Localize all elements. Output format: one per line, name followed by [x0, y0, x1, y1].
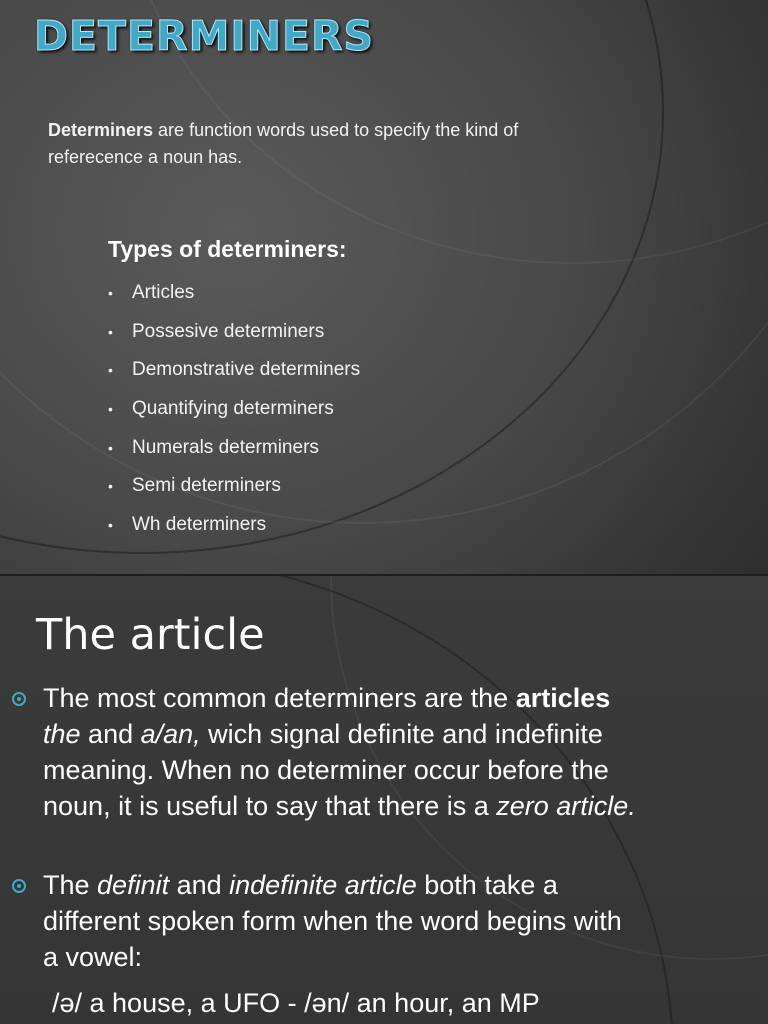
- list-item: • Articles: [108, 280, 360, 319]
- list-item: • Semi determiners: [108, 473, 360, 512]
- types-list: [108, 280, 360, 551]
- types-heading: Types of determiners:: [108, 236, 347, 262]
- bullet-dot-icon: •: [108, 285, 113, 301]
- list-item: • Demonstrative determiners: [108, 357, 360, 396]
- list-item: • Wh determiners: [108, 512, 360, 551]
- bullet-dot-icon: •: [108, 478, 113, 495]
- slide-title: DETERMINERS: [34, 12, 375, 60]
- list-item: • Quantifying determiners: [108, 396, 360, 435]
- list-item: • Numerals determiners: [108, 435, 360, 474]
- intro-term: Determiners: [48, 120, 154, 140]
- bullet-paragraph-2: The definit and indefinite article both take a different spoken form when the word begins with a vowel:: [43, 870, 622, 972]
- bullet-paragraph-1: The most common determiners are the articles the and a/an, wich signal definite and indefinite meaning. When no determiner occur before the noun, it is useful to say that there is a zero article.: [43, 683, 636, 821]
- bullet-dot-icon: •: [108, 323, 113, 340]
- intro-text: are function words used to specify the kind of referecence a noun has.: [48, 120, 519, 167]
- intro-paragraph: [48, 117, 568, 171]
- circle-dot-bullet-icon: [12, 879, 26, 893]
- bullet-dot-icon: •: [108, 362, 113, 379]
- circle-dot-bullet-icon: [12, 692, 26, 706]
- article-title: The article: [36, 610, 265, 660]
- list-item: • Possesive determiners: [108, 319, 360, 358]
- bullet-dot-icon: •: [108, 517, 113, 534]
- bullet-dot-icon: •: [108, 401, 113, 418]
- phonetic-example: /ə/ a house, a UFO - /ən/ an hour, an MP: [52, 988, 540, 1018]
- bullet-dot-icon: •: [108, 439, 113, 456]
